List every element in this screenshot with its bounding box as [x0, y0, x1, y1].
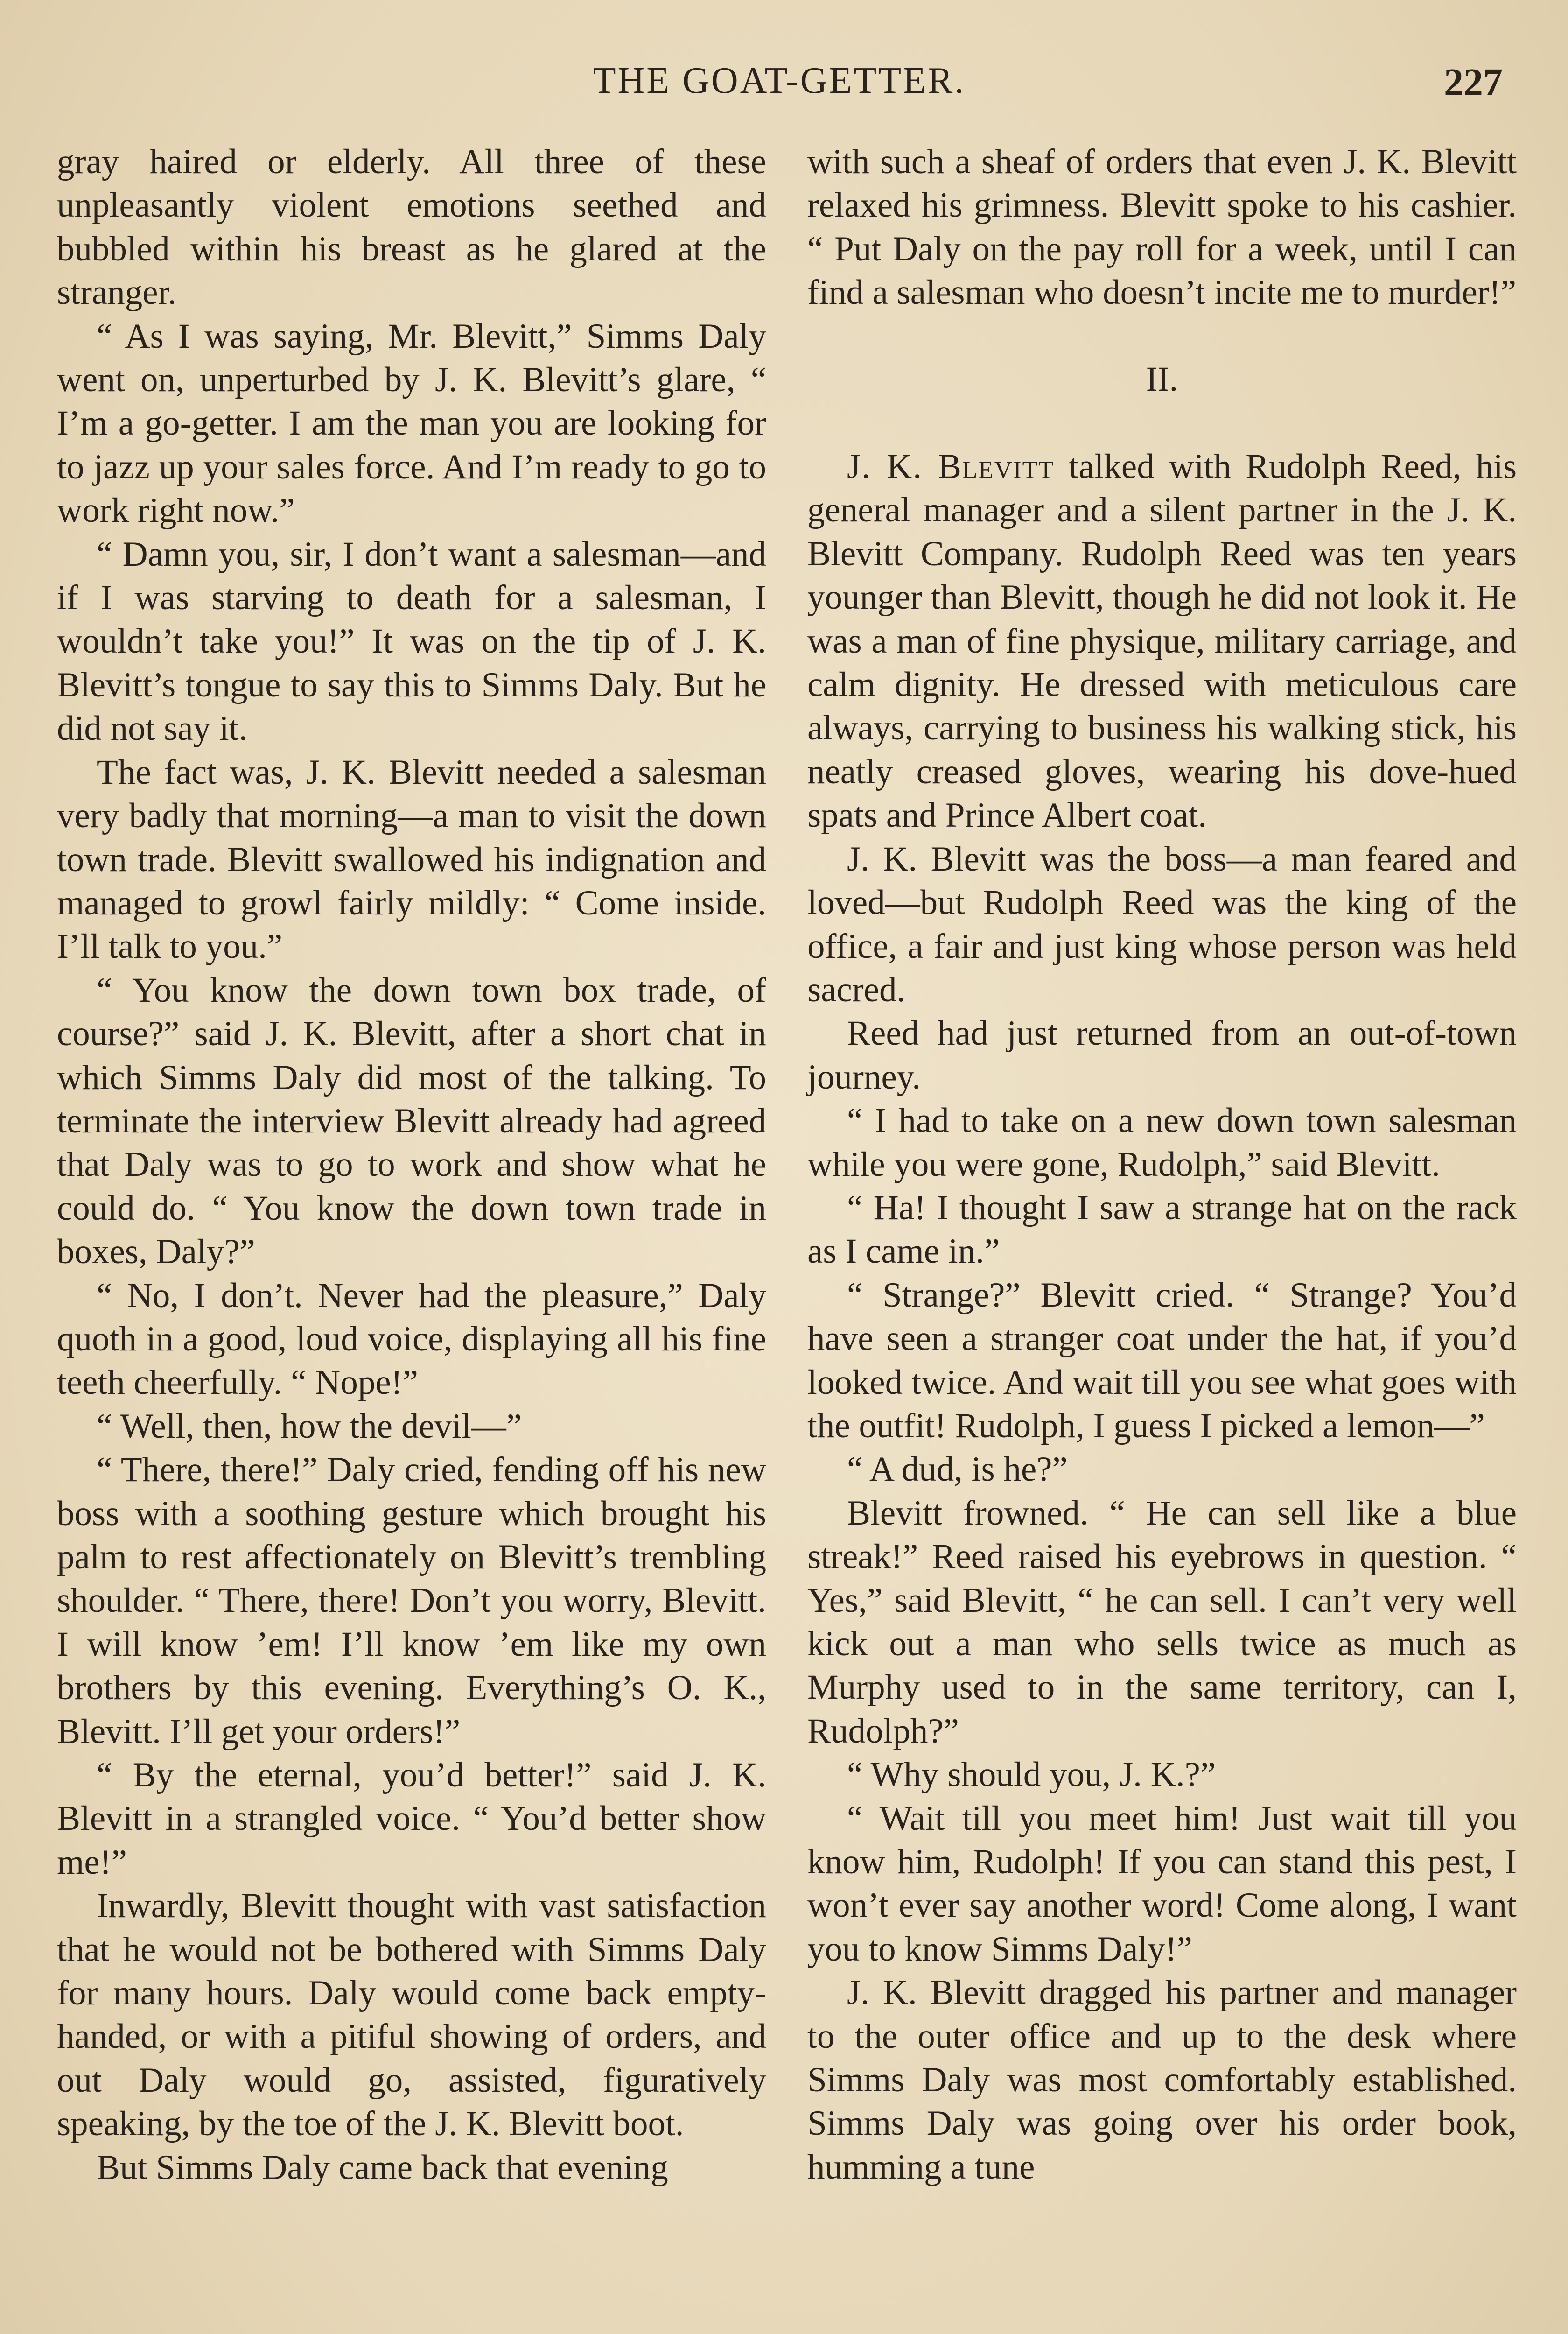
paragraph: gray haired or elderly. All three of these unpleasantly violent emotions seethed and bubbled within his breast as he glared at the stranger. [57, 142, 766, 312]
paragraph: “ No, I don’t. Never had the pleasure,” Daly quoth in a good, loud voice, displaying all his fine teeth cheerfully. “ Nope!” [57, 1276, 766, 1402]
page-number: 227 [1444, 61, 1503, 104]
small-caps-name: J. K. Blevitt [847, 447, 1055, 486]
paragraph: Inwardly, Blevitt thought with vast satisfaction that he would not be bothered with Simms Daly for many hours. Daly would come back empty-handed, or with a pitiful showing of orders, and out Daly would go, assisted, figuratively speaking, by the toe of the J. K. Blevitt boot. [57, 1886, 766, 2144]
paragraph: “ As I was saying, Mr. Blevitt,” Simms Daly went on, unperturbed by J. K. Blevitt’s glare, “ I’m a go-getter. I am the man you are looking for to jazz up your sales force. And I’m ready to go to work right now.” [57, 316, 766, 530]
paragraph: J. K. Blevitt was the boss—a man feared and loved—but Rudolph Reed was the king of the office, a fair and just king whose person was held sacred. [807, 839, 1517, 1009]
paragraph: “ Wait till you meet him! Just wait till you know him, Rudolph! If you can stand this pest, I won’t ever say another word! Come along, I want you to know Simms Daly!” [807, 1799, 1517, 1968]
paragraph: “ Why should you, J. K.?” [847, 1755, 1216, 1794]
paragraph: Blevitt frowned. “ He can sell like a blue streak!” Reed raised his eyebrows in question. “ Yes,” said Blevitt, “ he can sell. I can’t very well kick out a man who sells twice as much as Murphy used to in the same territory, can I, Rudolph?” [807, 1493, 1517, 1750]
paragraph [807, 445, 1517, 837]
section-heading: II. [1146, 359, 1178, 399]
paragraph: “ Strange?” Blevitt cried. “ Strange? You’d have seen a stranger coat under the hat, if you’d looked twice. And wait till you see what goes with the outfit! Rudolph, I guess I picked a lemon—” [807, 1275, 1517, 1445]
paragraph: But Simms Daly came back that evening [97, 2148, 668, 2187]
paragraph: “ You know the down town box trade, of course?” said J. K. Blevitt, after a short chat in which Simms Daly did most of the talking. To terminate the interview Blevitt already had agreed that Daly was to go to work and show what he could do. “ You know the down town trade in boxes, Daly?” [57, 970, 766, 1272]
paragraph: “ A dud, is he?” [847, 1450, 1068, 1489]
paragraph: “ Ha! I thought I saw a strange hat on the rack as I came in.” [807, 1188, 1517, 1271]
paragraph: “ Well, then, how the devil—” [97, 1406, 522, 1446]
left-column [57, 140, 766, 2189]
page-header-title: THE GOAT-GETTER. [593, 60, 966, 101]
paragraph: “ By the eternal, you’d better!” said J. K. Blevitt in a strangled voice. “ You’d better show me!” [57, 1756, 766, 1882]
paragraph: Reed had just returned from an out-of-town journey. [807, 1014, 1517, 1097]
running-head [56, 55, 1503, 106]
right-column [807, 140, 1517, 2189]
paragraph: “ I had to take on a new down town salesman while you were gone, Rudolph,” said Blevitt. [807, 1101, 1517, 1184]
paragraph: with such a sheaf of orders that even J. K. Blevitt relaxed his grimness. Blevitt spoke to his cashier. “ Put Daly on the pay roll for a week, until I can find a salesman who doesn’t incite me to murder!” [807, 142, 1517, 312]
paragraph: “ Damn you, sir, I don’t want a salesman—and if I was starving to death for a salesman, I wouldn’t take you!” It was on the tip of J. K. Blevitt’s tongue to say this to Simms Daly. But he did not say it. [57, 534, 766, 748]
paragraph-text: talked with Rudolph Reed, his general manager and a silent partner in the J. K. Blevitt Company. Rudolph Reed was ten years younger than Blevitt, though he did not look it. He was a man of fine physique, military carriage, and calm dignity. He dressed with meticulous care always, carrying to business his walking stick, his neatly creased gloves, wearing his dove-hued spats and Prince Albert coat. [807, 447, 1517, 835]
paragraph: J. K. Blevitt dragged his partner and manager to the outer office and up to the desk where Simms Daly was most comfortably established. Simms Daly was going over his order book, humming a tune [807, 1973, 1517, 2186]
paragraph: “ There, there!” Daly cried, fending off his new boss with a soothing gesture which brought his palm to rest affectionately on Blevitt’s trembling shoulder. “ There, there! Don’t you worry, Blevitt. I will know ’em! I’ll know ’em like my own brothers by this evening. Everything’s O. K., Blevitt. I’ll get your orders!” [57, 1450, 766, 1751]
paragraph: The fact was, J. K. Blevitt needed a salesman very badly that morning—a man to visit the down town trade. Blevitt swallowed his indignation and managed to growl fairly mildly: “ Come inside. I’ll talk to you.” [57, 752, 766, 966]
